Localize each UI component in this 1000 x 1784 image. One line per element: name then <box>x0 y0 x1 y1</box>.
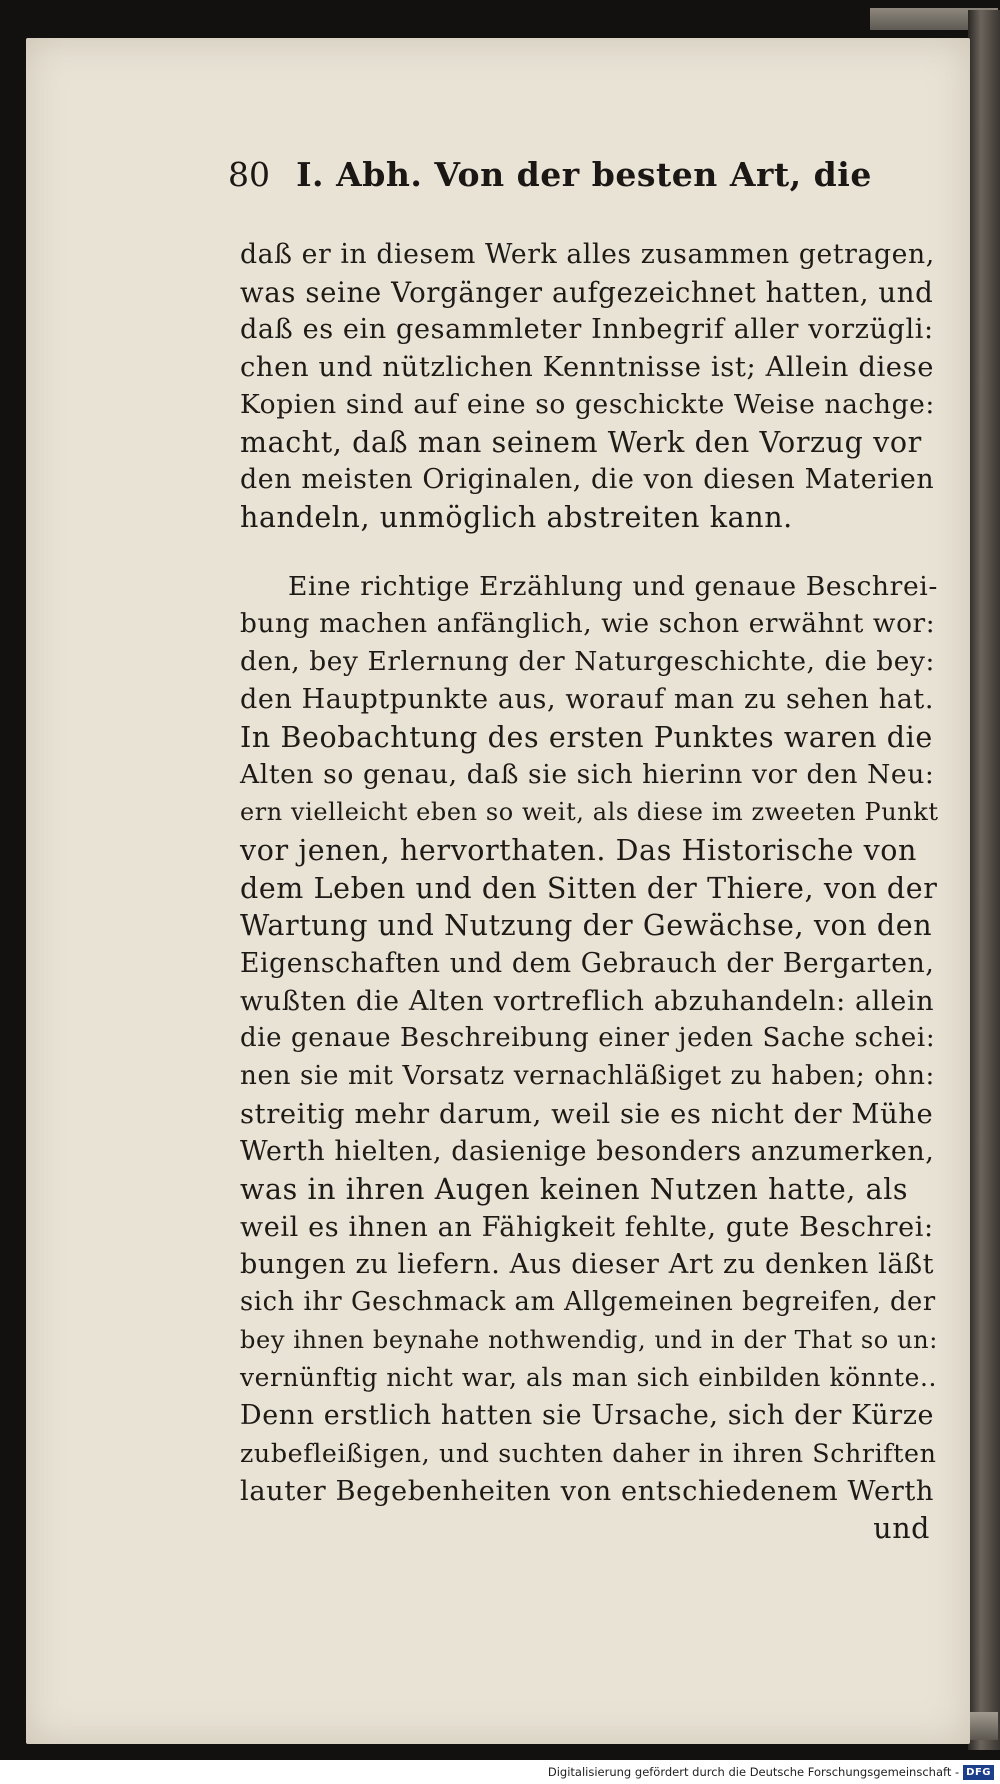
page-number: 80 <box>228 155 271 194</box>
text-line: bungen zu liefern. Aus dieser Art zu denken läßt <box>240 1249 935 1281</box>
text-line: handeln, unmöglich abstreiten kann. <box>240 500 793 534</box>
text-line: In Beobachtung des ersten Punktes waren die <box>240 720 933 754</box>
text-line: bung machen anfänglich, wie schon erwähnt wor: <box>240 608 936 639</box>
text-line: nen sie mit Vorsatz vernachläßiget zu haben; ohn: <box>240 1060 935 1091</box>
text-line: streitig mehr darum, weil sie es nicht der Mühe <box>240 1098 934 1130</box>
text-line: daß er in diesem Werk alles zusammen getragen, <box>240 239 935 270</box>
text-line: den, bey Erlernung der Naturgeschichte, die bey: <box>240 646 935 678</box>
text-line: dem Leben und den Sitten der Thiere, von der <box>240 871 938 905</box>
text-line: zubefleißigen, und suchten daher in ihren Schriften <box>240 1437 937 1468</box>
digitization-footer <box>0 1760 1000 1784</box>
text-line: Alten so genau, daß sie sich hierinn vor den Neu: <box>240 759 935 791</box>
text-line: sich ihr Geschmack am Allgemeinen begreifen, der <box>240 1287 936 1318</box>
text-line: Eine richtige Erzählung und genaue Beschrei- <box>288 571 938 602</box>
text-line: Werth hielten, dasienige besonders anzumerken, <box>240 1136 935 1168</box>
paragraph-2 <box>240 568 940 1548</box>
text-line: den meisten Originalen, die von diesen Materien <box>240 464 935 495</box>
text-line: Wartung und Nutzung der Gewächse, von den <box>240 909 933 943</box>
text-line: daß es ein gesammleter Innbegrif aller vorzügli: <box>240 314 934 345</box>
text-line: was in ihren Augen keinen Nutzen hatte, als <box>240 1173 909 1206</box>
page-edge-right <box>968 10 1000 1750</box>
text-line: vor jenen, hervorthaten. Das Historische von <box>240 833 918 867</box>
text-line: chen und nützlichen Kenntnisse ist; Allein diese <box>240 351 935 383</box>
dfg-logo-icon: DFG <box>963 1765 994 1780</box>
text-line: macht, daß man seinem Werk den Vorzug vor <box>240 425 922 459</box>
text-line: vernünftig nicht war, als man sich einbilden könnte.. <box>240 1363 937 1393</box>
text-line: Eigenschaften und dem Gebrauch der Bergarten, <box>240 947 935 979</box>
paragraph-1 <box>240 236 940 536</box>
text-line: bey ihnen beynahe nothwendig, und in der That so un: <box>240 1325 938 1354</box>
text-line: weil es ihnen an Fähigkeit fehlte, gute Beschrei: <box>240 1211 934 1243</box>
running-title: I. Abh. Von der besten Art, die <box>296 155 872 194</box>
text-line: ern vielleicht eben so weit, als diese im zweeten Punkt <box>240 798 939 827</box>
text-line: die genaue Beschreibung einer jeden Sache schei: <box>240 1023 936 1054</box>
text-line: Kopien sind auf eine so geschickte Weise nachge: <box>240 389 935 420</box>
footer-credit: Digitalisierung gefördert durch die Deutsche Forschungsgemeinschaft - <box>547 1765 960 1779</box>
text-line: wußten die Alten vortreflich abzuhandeln: allein <box>240 985 935 1017</box>
text-line: Denn erstlich hatten sie Ursache, sich der Kürze <box>240 1400 935 1432</box>
text-line: den Hauptpunkte aus, worauf man zu sehen hat. <box>240 684 935 716</box>
text-line: lauter Begebenheiten von entschiedenem Werth <box>240 1475 935 1507</box>
catchword: und <box>873 1512 930 1546</box>
page-header <box>228 155 872 225</box>
text-line: was seine Vorgänger aufgezeichnet hatten, und <box>240 275 934 309</box>
